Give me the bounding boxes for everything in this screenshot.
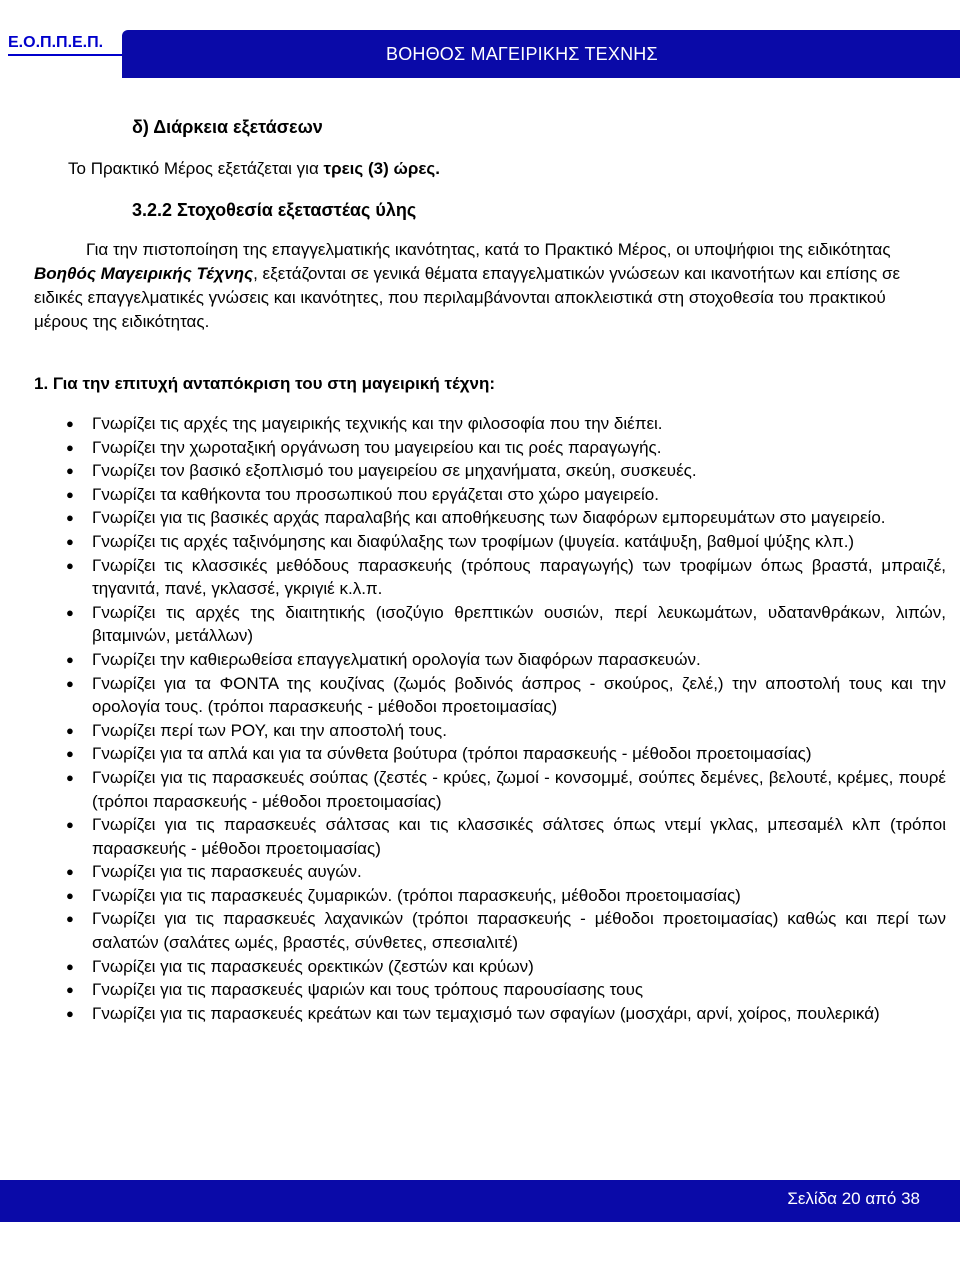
bullet-icon: ● bbox=[66, 746, 74, 762]
bullet-icon: ● bbox=[66, 911, 74, 927]
objective-item bbox=[62, 648, 946, 672]
intro-part-1: Για την πιστοποίηση της επαγγελματικής ικανότητας, κατά το Πρακτικό Μέρος, οι υποψήφιοι της ειδικότητας bbox=[86, 240, 891, 259]
bullet-icon: ● bbox=[66, 533, 74, 549]
bullet-icon: ● bbox=[66, 463, 74, 479]
objective-item-text: Γνωρίζει την χωροταξική οργάνωση του μαγειρείου και τις ροές παραγωγής. bbox=[92, 437, 662, 457]
objective-list bbox=[62, 412, 946, 1025]
objective-item bbox=[62, 884, 946, 908]
intro-paragraph bbox=[34, 238, 944, 334]
objective-item-text: Γνωρίζει για τις βασικές αρχάς παραλαβής και αποθήκευσης των διαφόρων εμπορευμάτων στο μαγειρείο. bbox=[92, 508, 886, 528]
bullet-icon: ● bbox=[66, 416, 74, 431]
exam-duration-value: τρεις (3) ώρες. bbox=[323, 159, 440, 178]
objective-item bbox=[62, 436, 946, 460]
exam-duration-prefix: Το Πρακτικό Μέρος εξετάζεται για bbox=[68, 159, 324, 178]
bullet-icon: ● bbox=[66, 486, 74, 502]
objective-item bbox=[62, 742, 946, 766]
bullet-icon: ● bbox=[66, 982, 74, 998]
objective-item-text: Γνωρίζει για τα ΦΟΝΤΑ της κουζίνας (ζωμός βοδινός άσπρος - σκούρος, ζελέ,) την αποστολή τους και την ορολογία τους. (τρόποι παρασκευής - μέθοδοι προετοιμασίας) bbox=[92, 673, 946, 717]
objective-item-text: Γνωρίζει για τα απλά και για τα σύνθετα βούτυρα (τρόποι παρασκευής - μέθοδοι προετοιμασίας) bbox=[92, 744, 812, 764]
bullet-icon: ● bbox=[66, 958, 74, 974]
objective-item bbox=[62, 813, 946, 860]
objective-item-text: Γνωρίζει για τις παρασκευές σούπας (ζεστές - κρύες, ζωμοί - κονσομμέ, σούπες δεμένες, βελουτέ, κρέμες, πουρέ (τρόποι παρασκευής - μέθοδοι προετοιμασίας) bbox=[92, 767, 946, 811]
objective-item-text: Γνωρίζει τα καθήκοντα του προσωπικού που εργάζεται στο χώρο μαγειρείο. bbox=[92, 484, 659, 504]
page-number: Σελίδα 20 από 38 bbox=[787, 1189, 920, 1208]
objective-item-text: Γνωρίζει για τις παρασκευές κρεάτων και των τεμαχισμό των σφαγίων (μοσχάρι, αρνί, χοίρος, πουλερικά) bbox=[92, 1003, 880, 1023]
objective-item-text: Γνωρίζει για τις παρασκευές ψαριών και τους τρόπους παρουσίασης τους bbox=[92, 980, 644, 1000]
intro-part-2: , εξετάζονται σε γενικά θέματα επαγγελματικών γνώσεων και ικανοτήτων και επίσης σε ειδικές επαγγελματικές γνώσεις και ικανότητες, που περιλαμβάνονται αποκλειστικά στη στοχοθεσία του πρακτικού μέρους της ειδικότητας. bbox=[34, 264, 901, 331]
objective-item bbox=[62, 483, 946, 507]
bullet-icon: ● bbox=[66, 675, 74, 691]
objective-item bbox=[62, 1002, 946, 1026]
bullet-icon: ● bbox=[66, 887, 74, 903]
header-org-name: Ε.Ο.Π.Π.Ε.Π. bbox=[8, 34, 104, 51]
bullet-icon: ● bbox=[66, 651, 74, 667]
bullet-icon: ● bbox=[66, 864, 74, 880]
objective-item bbox=[62, 554, 946, 601]
objective-item-text: Γνωρίζει για τις παρασκευές ζυμαρικών. (τρόποι παρασκευής, μέθοδοι προετοιμασίας) bbox=[92, 885, 741, 905]
objective-item bbox=[62, 955, 946, 979]
header-title: ΒΟΗΘΟΣ ΜΑΓΕΙΡΙΚΗΣ ΤΕΧΝΗΣ bbox=[386, 44, 658, 64]
objective-item bbox=[62, 719, 946, 743]
page-footer bbox=[0, 1180, 960, 1222]
objective-item-text: Γνωρίζει για τις παρασκευές αυγών. bbox=[92, 862, 362, 882]
objective-item-text: Γνωρίζει για τις παρασκευές ορεκτικών (ζεστών και κρύων) bbox=[92, 956, 534, 976]
objective-item-text: Γνωρίζει περί των ΡΟΥ, και την αποστολή τους. bbox=[92, 720, 447, 740]
objective-item-text: Γνωρίζει για τις παρασκευές σάλτσας και τις κλασσικές σάλτσες όπως ντεμί γκλας, μπεσαμέλ κλπ (τρόποι παρασκευής - μέθοδοι προετοιμασίας) bbox=[92, 815, 946, 858]
objective-1-heading: 1. Για την επιτυχή ανταπόκριση του στη μαγειρική τέχνη: bbox=[34, 374, 496, 393]
objective-item bbox=[62, 907, 946, 954]
objective-item-text: Γνωρίζει τις κλασσικές μεθόδους παρασκευής (τρόπους παραγωγής) των τροφίμων όπως βραστά, μπραιζέ, τηγανιτά, πανέ, γκλασσέ, γκριγιέ κ.λ.π. bbox=[92, 555, 946, 599]
objective-item bbox=[62, 412, 946, 436]
objective-item-text: Γνωρίζει τον βασικό εξοπλισμό του μαγειρείου σε μηχανήματα, σκεύη, συσκευές. bbox=[92, 461, 697, 481]
objective-item bbox=[62, 978, 946, 1002]
objective-item bbox=[62, 530, 946, 554]
bullet-icon: ● bbox=[66, 1005, 74, 1021]
bullet-icon: ● bbox=[66, 510, 74, 526]
objective-item-text: Γνωρίζει τις αρχές ταξινόμησης και διαφύλαξης των τροφίμων (ψυγεία. κατάψυξη, βαθμοί ψύξης κλπ.) bbox=[92, 531, 855, 551]
section-d-heading: δ) Διάρκεια εξετάσεων bbox=[132, 117, 323, 137]
bullet-icon: ● bbox=[66, 604, 74, 620]
bullet-icon: ● bbox=[66, 817, 74, 833]
objective-item bbox=[62, 766, 946, 813]
objective-item-text: Γνωρίζει τις αρχές της μαγειρικής τεχνικής και την φιλοσοφία που την διέπει. bbox=[92, 414, 663, 433]
bullet-icon: ● bbox=[66, 557, 74, 573]
section-322-heading: 3.2.2 Στοχοθεσία εξεταστέας ύλης bbox=[132, 200, 417, 220]
bullet-icon: ● bbox=[66, 722, 74, 738]
header-rule bbox=[8, 54, 122, 56]
exam-duration-text bbox=[68, 157, 440, 181]
objective-item-text: Γνωρίζει για τις παρασκευές λαχανικών (τρόποι παρασκευής - μέθοδοι προετοιμασίας) καθώς και περί των σαλατών (σαλάτες ωμές, βραστές, σύνθετες, σπεσιαλιτέ) bbox=[92, 909, 946, 953]
bullet-icon: ● bbox=[66, 439, 74, 455]
objective-item bbox=[62, 601, 946, 648]
bullet-icon: ● bbox=[66, 769, 74, 785]
objective-item-text: Γνωρίζει την καθιερωθείσα επαγγελματική ορολογία των διαφόρων παρασκευών. bbox=[92, 649, 701, 669]
objective-item bbox=[62, 506, 946, 530]
objective-item bbox=[62, 459, 946, 483]
objective-item bbox=[62, 860, 946, 884]
intro-specialty: Βοηθός Μαγειρικής Τέχνης bbox=[34, 264, 254, 283]
objective-item bbox=[62, 672, 946, 719]
page-header bbox=[0, 0, 960, 80]
objective-item-text: Γνωρίζει τις αρχές της διαιτητικής (ισοζύγιο θρεπτικών ουσιών, περί λευκωμάτων, υδατανθράκων, λιπών, βιταμινών, μετάλλων) bbox=[92, 602, 946, 646]
